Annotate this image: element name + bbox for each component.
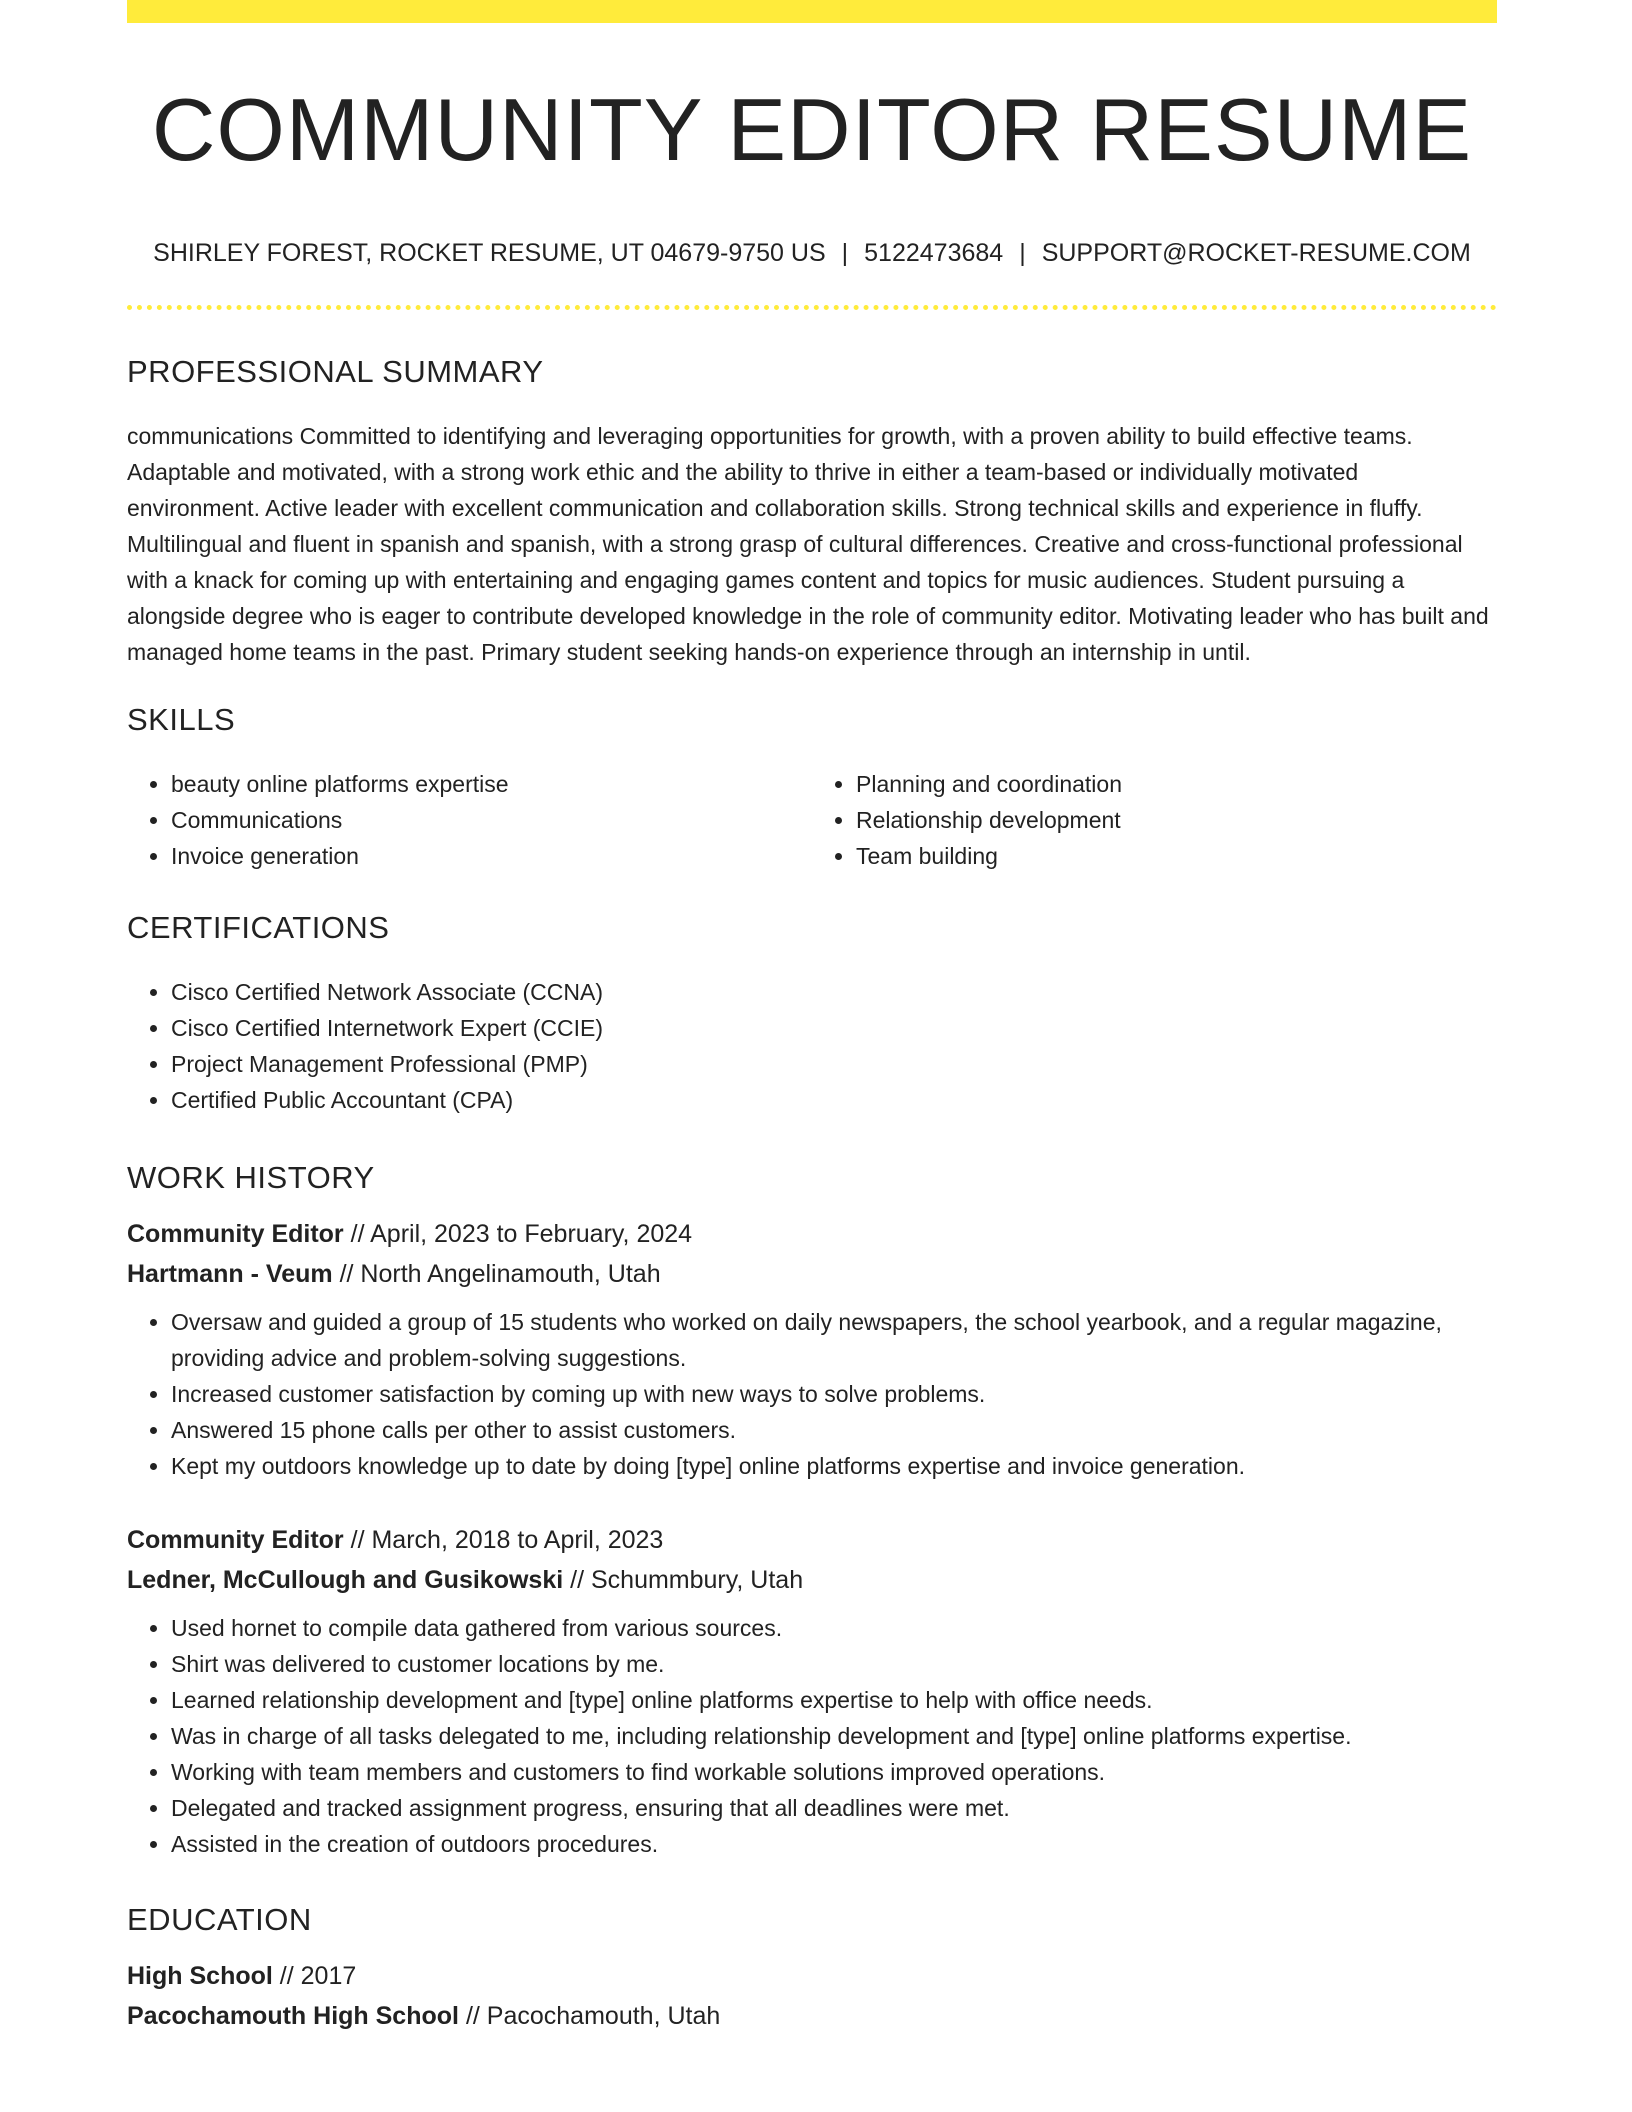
- contact-separator: |: [1019, 239, 1026, 267]
- skill-item: • Communications: [171, 802, 812, 838]
- header-divider: [127, 305, 1497, 310]
- skills-heading: SKILLS: [127, 702, 236, 737]
- job-duty: • Learned relationship development and [type] online platforms expertise to help with office needs.: [171, 1682, 1497, 1718]
- job-title-line: [127, 1520, 1497, 1560]
- skills-list-left: [127, 766, 812, 874]
- contact-address: SHIRLEY FOREST, ROCKET RESUME, UT 04679-9750 US: [153, 239, 826, 267]
- job-title: Community Editor: [127, 1220, 344, 1248]
- work-history-section: [127, 1156, 1497, 1862]
- job-duties-list: [127, 1610, 1497, 1862]
- job-company-line: [127, 1254, 1497, 1294]
- skills-section: [127, 698, 1497, 874]
- divider-text: //: [570, 1566, 585, 1594]
- job-duty: • Kept my outdoors knowledge up to date by doing [type] online platforms expertise and invoice generation.: [171, 1448, 1497, 1484]
- job-duty: • Answered 15 phone calls per other to assist customers.: [171, 1412, 1497, 1448]
- job-title: Community Editor: [127, 1526, 344, 1554]
- skills-list-right: [812, 766, 1497, 874]
- skill-item: • Team building: [856, 838, 1497, 874]
- job-location: North Angelinamouth, Utah: [360, 1260, 661, 1288]
- job-title-line: [127, 1214, 1497, 1254]
- skills-grid: [127, 766, 1497, 874]
- job-location: Schummbury, Utah: [590, 1566, 804, 1594]
- divider-text: //: [350, 1526, 365, 1554]
- job-duty: • Was in charge of all tasks delegated to me, including relationship development and [type] online platforms expertise.: [171, 1718, 1497, 1754]
- education-degree: High School: [127, 1962, 273, 1990]
- job-duty: • Assisted in the creation of outdoors procedures.: [171, 1826, 1497, 1862]
- resume-title: COMMUNITY EDITOR RESUME: [151, 80, 1473, 179]
- education-heading: EDUCATION: [127, 1902, 312, 1937]
- summary-text: communications Committed to identifying and leveraging opportunities for growth, with a proven ability to build effective teams. Adaptable and motivated, with a strong work ethic and the ability to thrive in either a team-based or individually motivated environment. Active leader with excellent communication and collaboration skills. Strong technical skills and experience in fluffy. Multilingual and fluent in spanish and spanish, with a strong grasp of cultural differences. Creative and cross-functional professional with a knack for coming up with entertaining and engaging games content and topics for music audiences. Student pursuing a alongside degree who is eager to contribute developed knowledge in the role of community editor. Motivating leader who has built and managed home teams in the past. Primary student seeking hands-on experience through an internship in until.: [127, 423, 1489, 665]
- divider-text: //: [465, 2002, 480, 2030]
- certification-item: • Project Management Professional (PMP): [171, 1046, 1497, 1082]
- job-entry: [127, 1520, 1497, 1862]
- certification-item: • Cisco Certified Network Associate (CCNA): [171, 974, 1497, 1010]
- job-duty: • Shirt was delivered to customer locations by me.: [171, 1646, 1497, 1682]
- job-duty: • Increased customer satisfaction by coming up with new ways to solve problems.: [171, 1376, 1497, 1412]
- contact-phone: 5122473684: [864, 239, 1004, 267]
- certification-item: • Certified Public Accountant (CPA): [171, 1082, 1497, 1118]
- contact-email: SUPPORT@ROCKET-RESUME.COM: [1041, 239, 1471, 267]
- job-duty: • Used hornet to compile data gathered from various sources.: [171, 1610, 1497, 1646]
- job-entry: [127, 1214, 1497, 1484]
- skill-item: • Invoice generation: [171, 838, 812, 874]
- job-duty: • Oversaw and guided a group of 15 students who worked on daily newspapers, the school yearbook, and a regular magazine, providing advice and problem-solving suggestions.: [171, 1304, 1497, 1376]
- education-year: 2017: [300, 1962, 357, 1990]
- divider-text: //: [279, 1962, 294, 1990]
- job-company-line: [127, 1560, 1497, 1600]
- job-dates: March, 2018 to April, 2023: [371, 1526, 664, 1554]
- certifications-list: [127, 974, 1497, 1118]
- skill-item: • beauty online platforms expertise: [171, 766, 812, 802]
- job-company: Ledner, McCullough and Gusikowski: [127, 1566, 564, 1594]
- divider-text: //: [350, 1220, 365, 1248]
- skill-item: • Relationship development: [856, 802, 1497, 838]
- education-school: Pacochamouth High School: [127, 2002, 459, 2030]
- divider-text: //: [339, 1260, 354, 1288]
- certification-item: • Cisco Certified Internetwork Expert (CCIE): [171, 1010, 1497, 1046]
- contact-separator: |: [841, 239, 849, 267]
- education-degree-line: [127, 1956, 1497, 1996]
- contact-line: [127, 236, 1497, 270]
- job-duties-list: [127, 1304, 1497, 1484]
- job-company: Hartmann - Veum: [127, 1260, 333, 1288]
- education-school-line: [127, 1996, 1497, 2036]
- skill-item: • Planning and coordination: [856, 766, 1497, 802]
- summary-heading: PROFESSIONAL SUMMARY: [127, 354, 544, 389]
- education-location: Pacochamouth, Utah: [486, 2002, 721, 2030]
- top-accent-bar: [127, 0, 1497, 23]
- job-dates: April, 2023 to February, 2024: [370, 1220, 693, 1248]
- education-section: [127, 1898, 1497, 2036]
- summary-section: [127, 350, 1497, 670]
- job-duty: • Delegated and tracked assignment progress, ensuring that all deadlines were met.: [171, 1790, 1497, 1826]
- certifications-heading: CERTIFICATIONS: [127, 910, 390, 945]
- job-duty: • Working with team members and customers to find workable solutions improved operations.: [171, 1754, 1497, 1790]
- work-history-heading: WORK HISTORY: [127, 1160, 375, 1195]
- resume-body: [127, 350, 1497, 2036]
- certifications-section: [127, 906, 1497, 1118]
